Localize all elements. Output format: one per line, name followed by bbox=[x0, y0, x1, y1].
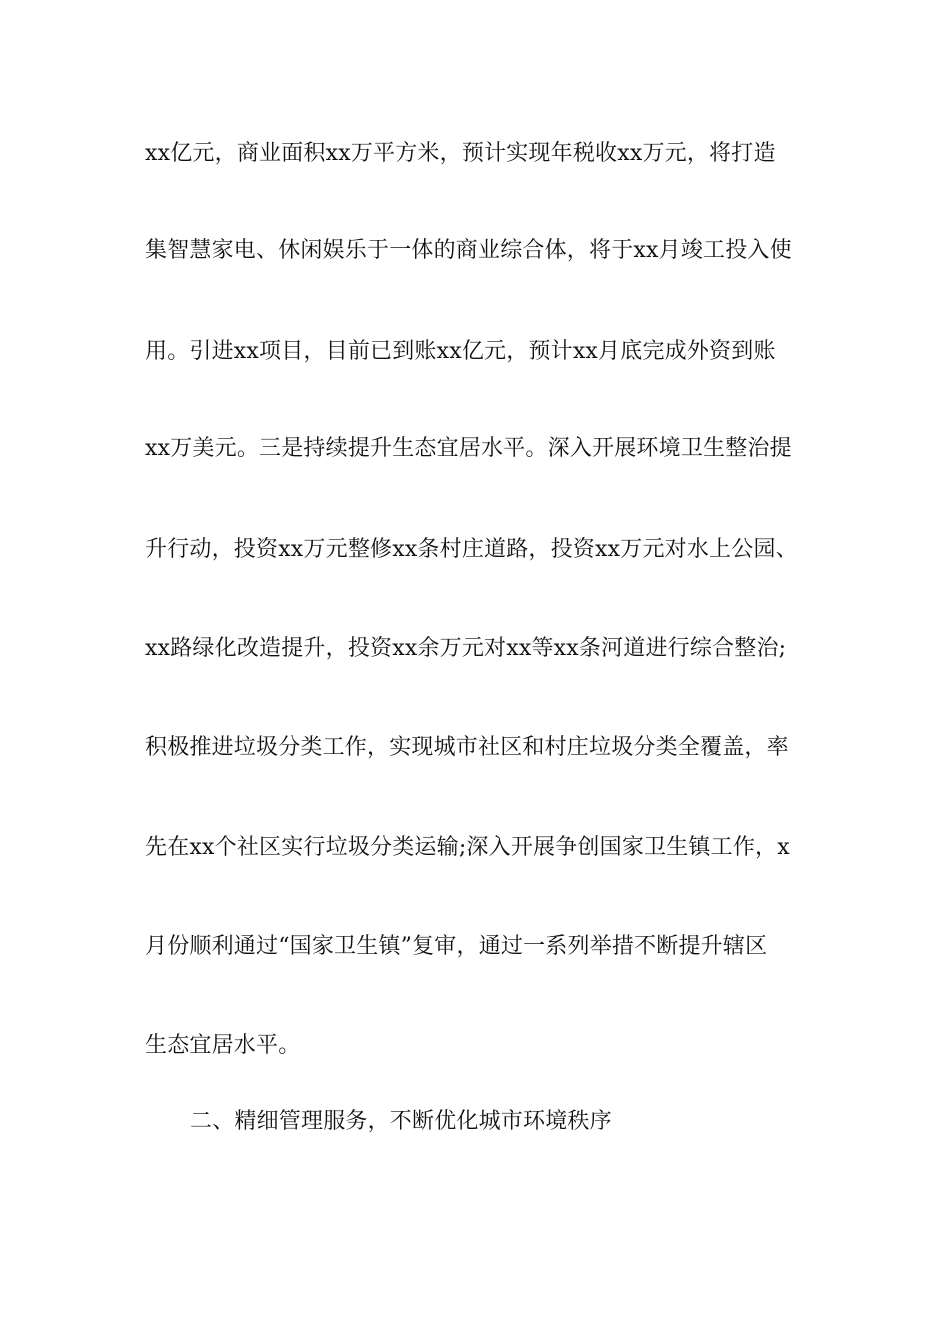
paragraph-line-7: 积极推进垃圾分类工作，实现城市社区和村庄垃圾分类全覆盖，率 bbox=[145, 735, 789, 760]
paragraph-line-1: xx亿元，商业面积xx万平方米，预计实现年税收xx万元，将打造 bbox=[145, 141, 776, 166]
paragraph-line-10: 生态宜居水平。 bbox=[145, 1033, 301, 1058]
paragraph-line-5: 升行动，投资xx万元整修xx条村庄道路，投资xx万元对水上公园、 bbox=[145, 537, 798, 562]
paragraph-line-8: 先在xx个社区实行垃圾分类运输;深入开展争创国家卫生镇工作，x bbox=[145, 835, 790, 860]
section-heading: 二、精细管理服务，不断优化城市环境秩序 bbox=[190, 1109, 612, 1134]
paragraph-line-9: 月份顺利通过“国家卫生镇”复审，通过一系列举措不断提升辖区 bbox=[145, 934, 768, 959]
paragraph-line-2: 集智慧家电、休闲娱乐于一体的商业综合体，将于xx月竣工投入使 bbox=[145, 238, 792, 263]
paragraph-line-3: 用。引进xx项目，目前已到账xx亿元，预计xx月底完成外资到账 bbox=[145, 339, 776, 364]
paragraph-line-6: xx路绿化改造提升，投资xx余万元对xx等xx条河道进行综合整治; bbox=[145, 636, 787, 661]
paragraph-line-4: xx万美元。三是持续提升生态宜居水平。深入开展环境卫生整治提 bbox=[145, 436, 792, 461]
